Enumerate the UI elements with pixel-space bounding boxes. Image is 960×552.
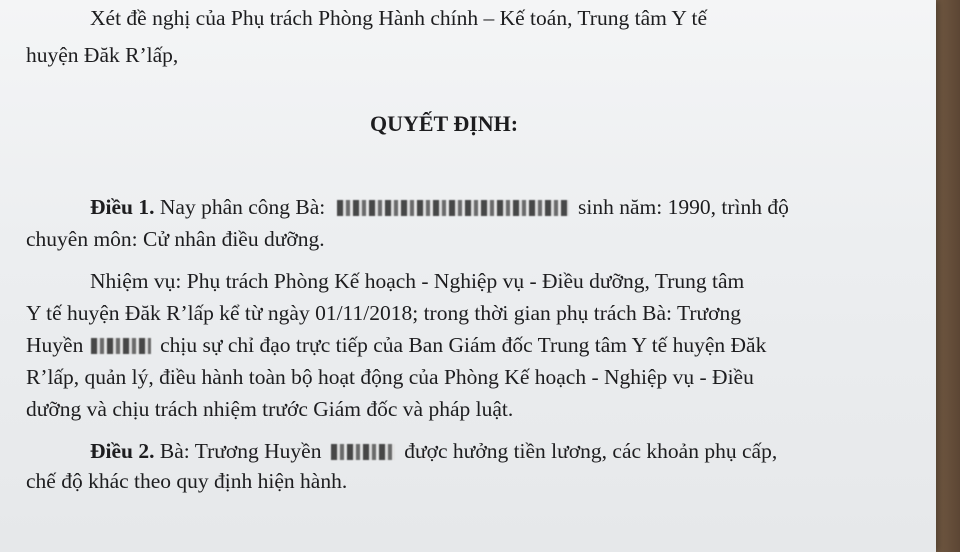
article-2-label: Điều 2. xyxy=(90,439,155,463)
duties-line-1 xyxy=(90,264,744,298)
article-1-line-2 xyxy=(26,222,325,256)
duties-text-3-pre: Huyền xyxy=(26,333,84,357)
duties-text-3-post: chịu sự chỉ đạo trực tiếp của Ban Giám đốc Trung tâm Y tế huyện Đăk xyxy=(160,333,767,357)
duties-line-5 xyxy=(26,392,513,426)
article-2-text-post: được hưởng tiền lương, các khoản phụ cấp, xyxy=(404,439,778,463)
article-1-label: Điều 1. xyxy=(90,195,155,219)
article-2-text-pre: Bà: Trương Huyền xyxy=(159,439,322,463)
duties-line-3 xyxy=(26,328,766,362)
article-1-text-pre: Nay phân công Bà: xyxy=(159,195,326,219)
duties-text-5: dưỡng và chịu trách nhiệm trước Giám đốc và pháp luật. xyxy=(26,397,514,421)
duties-text-4: R’lấp, quản lý, điều hành toàn bộ hoạt động của Phòng Kế hoạch - Nghiệp vụ - Điều xyxy=(26,365,754,389)
redacted-name-2 xyxy=(91,338,151,354)
article-1-line-1 xyxy=(90,190,789,224)
duties-text-1: Nhiệm vụ: Phụ trách Phòng Kế hoạch - Nghiệp vụ - Điều dưỡng, Trung tâm xyxy=(90,269,745,293)
article-2-line-2 xyxy=(26,464,347,498)
article-2-text-2: chế độ khác theo quy định hiện hành. xyxy=(26,469,348,493)
intro-line-1 xyxy=(90,1,707,35)
duties-line-4 xyxy=(26,360,754,394)
decision-heading-text: QUYẾT ĐỊNH: xyxy=(370,111,519,136)
redacted-name xyxy=(337,200,569,216)
intro-text-1: Xét đề nghị của Phụ trách Phòng Hành chính – Kế toán, Trung tâm Y tế xyxy=(90,6,708,30)
intro-line-2 xyxy=(26,38,178,72)
decision-heading xyxy=(370,107,518,141)
article-2-line-1 xyxy=(90,434,777,468)
intro-text-2: huyện Đăk R’lấp, xyxy=(26,43,179,67)
redacted-name-3 xyxy=(331,444,395,460)
duties-text-2: Y tế huyện Đăk R’lấp kể từ ngày 01/11/2018; trong thời gian phụ trách Bà: Trương xyxy=(26,301,742,325)
duties-line-2 xyxy=(26,296,741,330)
article-1-text-post: sinh năm: 1990, trình độ xyxy=(578,195,789,219)
article-1-text-2: chuyên môn: Cử nhân điều dưỡng. xyxy=(26,227,325,251)
